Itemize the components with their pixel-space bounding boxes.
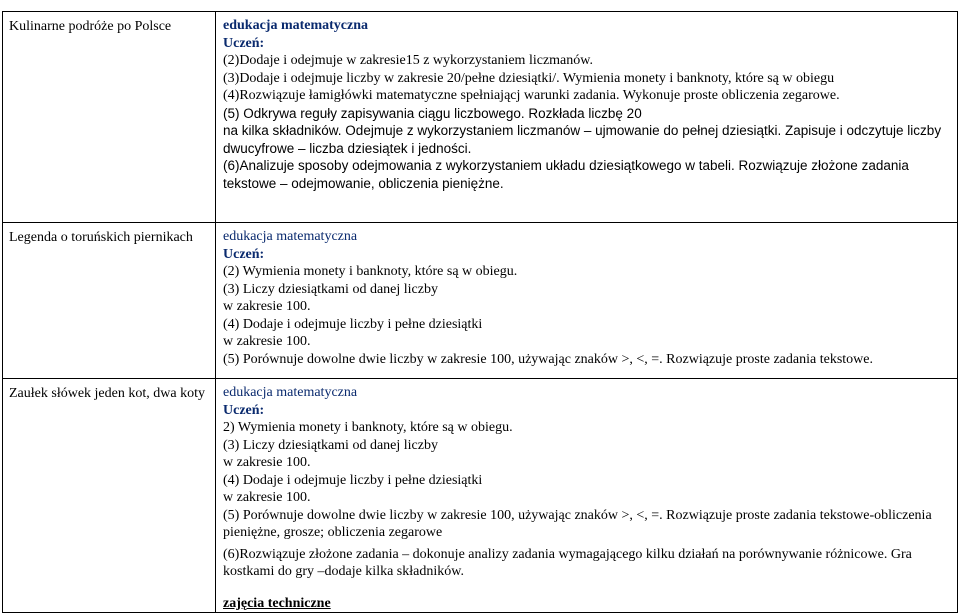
objective-line: (4) Dodaje i odejmuje liczby i pełne dziesiątki — [223, 472, 483, 488]
topic-cell — [3, 223, 216, 379]
objective-line: 2) Wymienia monety i banknoty, które są w obiegu. — [223, 420, 513, 435]
topic-cell — [3, 12, 216, 223]
topic-title: Legenda o toruńskich piernikach — [9, 230, 193, 245]
content-cell — [216, 379, 958, 613]
table-row — [3, 12, 958, 223]
objective-line: (5) Odkrywa reguły zapisywania ciągu liczbowego. Rozkłada liczbę 20 — [223, 105, 642, 121]
objective-line: w zakresie 100. — [223, 455, 311, 470]
subject-heading: edukacja matematyczna — [223, 18, 369, 33]
objective-line: (6)Analizuje sposoby odejmowania z wykorzystaniem układu dziesiątkowego w tabeli. Rozwiązuje złożone zadania tekstowe – odejmowanie, obliczenia pieniężne. — [223, 158, 909, 191]
objective-line: (2)Dodaje i odejmuje w zakresie15 z wykorzystaniem liczmanów. — [223, 53, 593, 68]
objective-line: (5) Porównuje dowolne dwie liczby w zakresie 100, używając znaków >, <, =. Rozwiązuje proste zadania tekstowe-obliczenia pieniężne, grosze; obliczenia zegarowe — [223, 507, 932, 540]
table-row — [3, 379, 958, 613]
table-row — [3, 223, 958, 379]
topic-title: Kulinarne podróże po Polsce — [9, 19, 172, 34]
objective-line: w zakresie 100. — [223, 334, 311, 349]
objective-line: (3) Liczy dziesiątkami od danej liczby — [223, 281, 438, 297]
objective-line: (6)Rozwiązuje złożone zadania – dokonuje analizy zadania wymagającego kilku działań na porównywanie różnicowe. Gra kostkami do gry –dodaje kilka składników. — [223, 546, 912, 579]
objective-line: (3)Dodaje i odejmuje liczby w zakresie 20/pełne dziesiątki/. Wymienia monety i banknoty, które są w obiegu — [223, 70, 835, 86]
topic-cell — [3, 379, 216, 613]
objective-line: w zakresie 100. — [223, 299, 311, 314]
student-label: Uczeń: — [223, 35, 265, 51]
content-cell — [216, 12, 958, 223]
subject-heading: edukacja matematyczna — [223, 385, 358, 400]
content-cell — [216, 223, 958, 379]
student-label: Uczeń: — [223, 246, 265, 262]
objective-line: (5) Porównuje dowolne dwie liczby w zakresie 100, używając znaków >, <, =. Rozwiązuje proste zadania tekstowe. — [223, 351, 873, 367]
objective-line: na kilka składników. Odejmuje z wykorzystaniem liczmanów – ujmowanie do pełnej dziesiątki. Zapisuje i odczytuje liczby dwucyfrowe – liczba dziesiątek i jedności. — [223, 123, 942, 156]
subject-heading: edukacja matematyczna — [223, 229, 358, 244]
objective-line: (3) Liczy dziesiątkami od danej liczby — [223, 437, 438, 453]
objective-line: (2) Wymienia monety i banknoty, które są w obiegu. — [223, 264, 518, 279]
student-label: Uczeń: — [223, 402, 265, 418]
subject-heading-technical: zajęcia techniczne — [223, 595, 331, 611]
objective-line: (4) Dodaje i odejmuje liczby i pełne dziesiątki — [223, 316, 483, 332]
objective-line: w zakresie 100. — [223, 490, 311, 505]
document-page — [2, 11, 958, 611]
curriculum-table — [2, 11, 958, 613]
objective-line: (4)Rozwiązuje łamigłówki matematyczne spełniającj warunki zadania. Wykonuje proste obliczenia zegarowe. — [223, 88, 840, 103]
topic-title: Zaułek słówek jeden kot, dwa koty — [9, 386, 205, 401]
